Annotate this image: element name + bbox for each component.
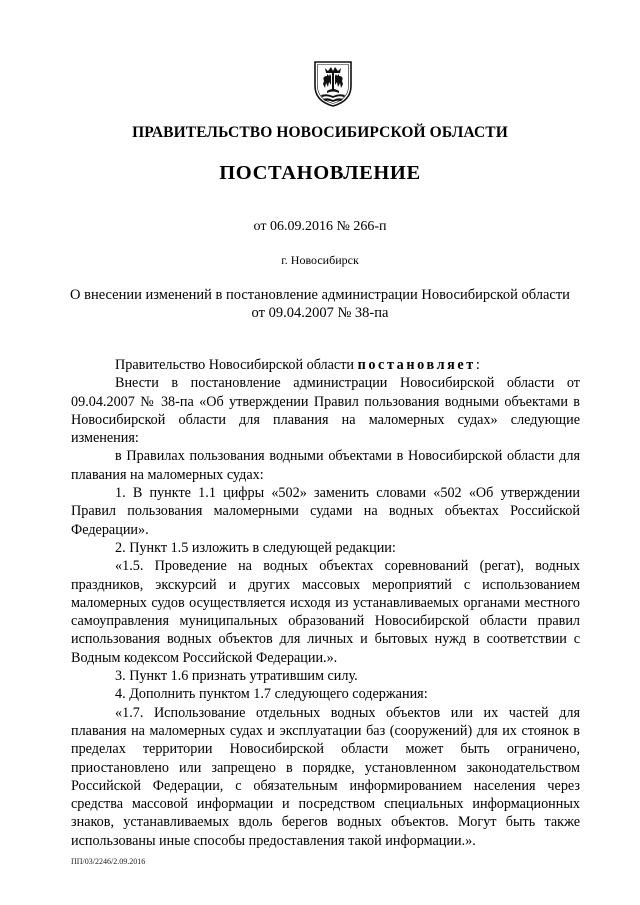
registration-number: ПП/03/2246/2.09.2016 bbox=[71, 857, 146, 866]
body-paragraph: 4. Дополнить пунктом 1.7 следующего содержания: bbox=[115, 686, 428, 703]
document-number: 266-п bbox=[353, 219, 387, 234]
number-label: № bbox=[336, 219, 350, 234]
body-paragraph: 1. В пункте 1.1 цифры «502» заменить словами «502 «Об утверждении Правил пользования маломерными судами на водных объектах Российской Федерации». bbox=[71, 485, 580, 538]
body-paragraph: «1.7. Использование отдельных водных объектов или их частей для плавания на маломерных судах и эксплуатации баз (сооружений) для их стоянок в пределах территории Новосибирской области может быть ограничено, приостановлено или запрещено в порядке, установленном законодательством Российской Федерации, с обязательным информированием населения через средства массовой информации и посредством специальных информационных знаков, устанавливаемых вдоль берегов водных объектов. Могут быть также использованы иные способы предоставления такой информации.». bbox=[71, 704, 580, 849]
document-type: ПОСТАНОВЛЕНИЕ bbox=[219, 162, 421, 184]
intro-paragraph bbox=[71, 356, 580, 374]
organization-name: ПРАВИТЕЛЬСТВО НОВОСИБИРСКОЙ ОБЛАСТИ bbox=[132, 124, 508, 141]
document-date: 06.09.2016 bbox=[269, 219, 333, 234]
intro-text: Правительство Новосибирской области bbox=[115, 357, 358, 373]
document-title bbox=[60, 286, 580, 322]
body-paragraph: 3. Пункт 1.6 признать утратившим силу. bbox=[115, 668, 358, 685]
title-line-1: О внесении изменений в постановление администрации Новосибирской области bbox=[70, 287, 570, 303]
coat-of-arms-icon bbox=[312, 58, 354, 108]
document-body bbox=[71, 356, 580, 850]
body-paragraph: в Правилах пользования водными объектами в Новосибирской области для плавания на маломерных судах: bbox=[71, 448, 580, 483]
intro-colon: : bbox=[475, 357, 480, 373]
title-line-2: от 09.04.2007 № 38-па bbox=[251, 305, 389, 321]
body-paragraph: Внести в постановление администрации Новосибирской области от 09.04.2007 № 38-па «Об утверждении Правил пользования водными объектами в Новосибирской области для плавания на маломерных судах» следующие изменения: bbox=[71, 375, 580, 447]
date-prefix: от bbox=[253, 219, 267, 234]
body-paragraph: 2. Пункт 1.5 изложить в следующей редакции: bbox=[115, 539, 396, 556]
intro-emphasis: постановляет bbox=[357, 357, 476, 373]
body-paragraph: «1.5. Проведение на водных объектах соревнований (регат), водных праздников, экскурсий и других массовых мероприятий с использованием маломерных судов осуществляется исходя из устанавливаемых органами местного самоуправления муниципальных образований Новосибирской области правил использования водных объектов для личных и бытовых нужд в соответствии с Водным кодексом Российской Федерации.». bbox=[71, 558, 580, 666]
coat-of-arms-graphic bbox=[312, 58, 354, 108]
city: г. Новосибирск bbox=[281, 253, 359, 267]
date-and-number bbox=[0, 219, 640, 235]
